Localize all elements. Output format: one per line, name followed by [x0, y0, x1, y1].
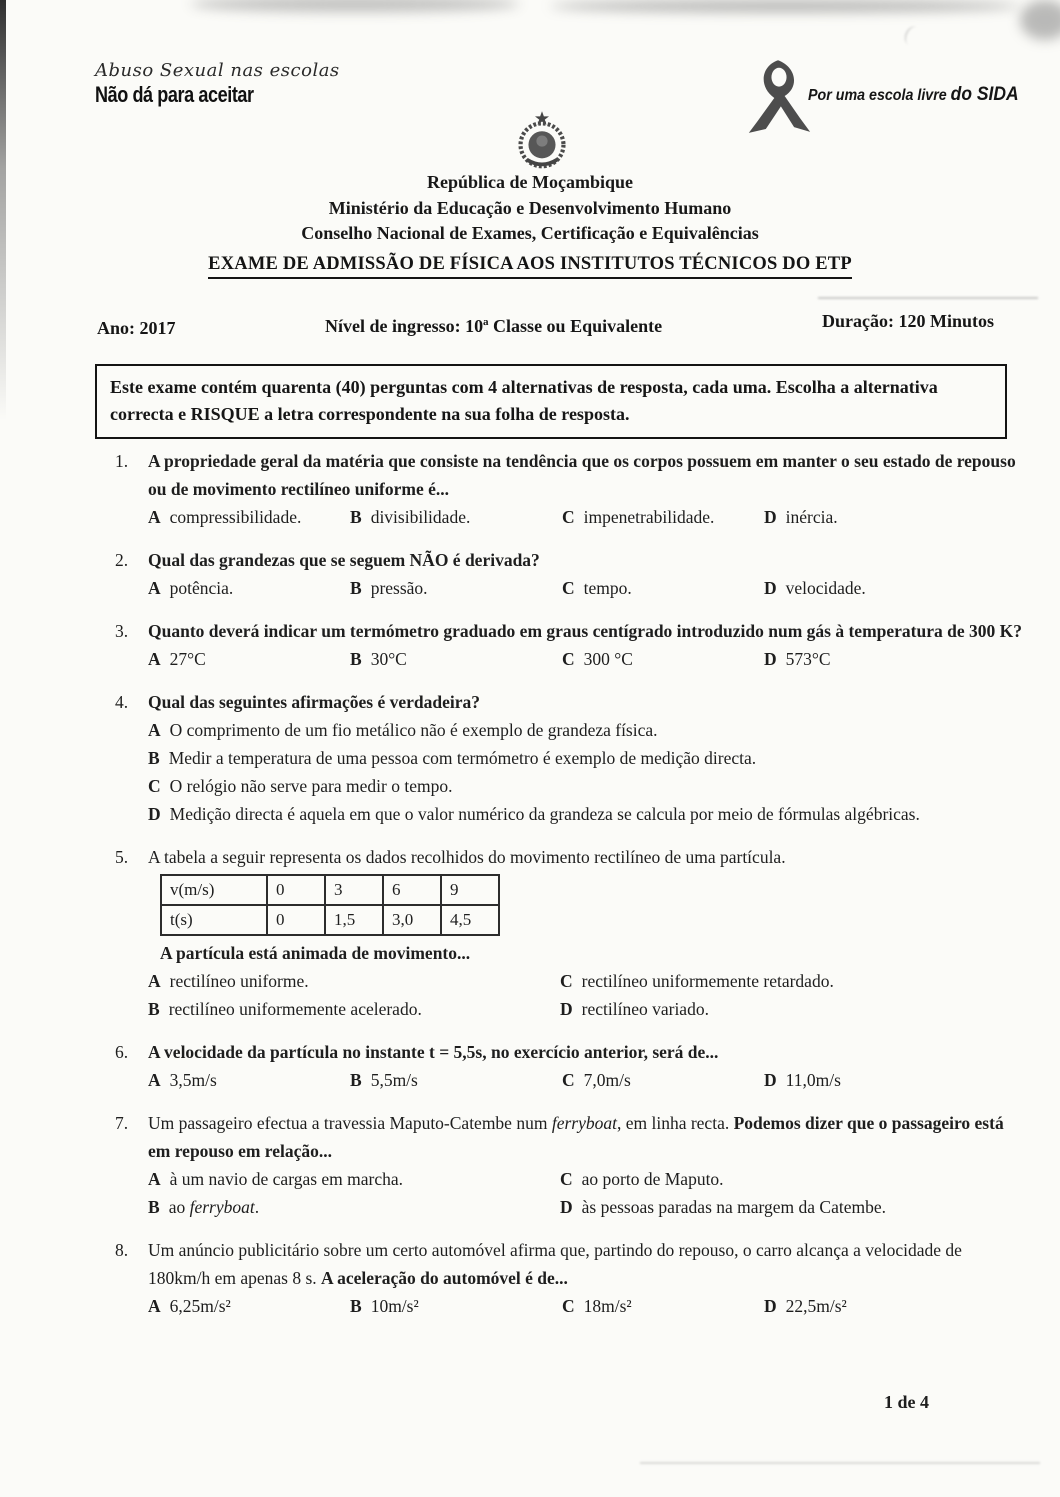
scan-smudge — [190, 0, 520, 12]
exam-level: Nível de ingresso: 10ª Classe ou Equivalente — [325, 316, 663, 336]
question-number: 3. — [115, 621, 129, 641]
option-1D: D inércia. — [764, 507, 838, 527]
option-8C: C 18m/s² — [562, 1296, 632, 1316]
question-5 — [95, 843, 1023, 1023]
option-1A: A compressibilidade. — [148, 507, 302, 527]
option-3A: A 27°C — [148, 649, 206, 669]
slogan-part2: do SIDA — [950, 84, 1019, 105]
campaign-bold-line: Não dá para aceitar — [95, 82, 254, 107]
option-5C: C rectilíneo uniformemente retardado. — [560, 971, 834, 991]
option-3C: C 300 °C — [562, 649, 633, 669]
option-6C: C 7,0m/s — [562, 1070, 631, 1090]
scan-pencil-mark — [902, 24, 925, 49]
scan-smudge — [550, 0, 1020, 12]
slogan-text — [808, 84, 1019, 106]
question-text: Qual das seguintes afirmações é verdadeira? — [148, 692, 480, 712]
question-number: 8. — [115, 1240, 129, 1260]
options-grid — [148, 1165, 1023, 1221]
scan-bleedthrough-line — [818, 297, 1038, 299]
option-8D: D 22,5m/s² — [764, 1296, 847, 1316]
question-text: Um anúncio publicitário sobre um certo automóvel afirma que, partindo do repouso, o carro alcança a velocidade de 180km/h em apenas 8 s. A aceleração do automóvel é de... — [148, 1240, 962, 1288]
campaign-header — [95, 60, 340, 108]
option-2B: B pressão. — [350, 578, 428, 598]
option-3B: B 30°C — [350, 649, 407, 669]
scan-smudge — [1020, 0, 1060, 40]
table-row: t(s) 0 1,5 3,0 4,5 — [161, 905, 499, 935]
option-1B: B divisibilidade. — [350, 507, 471, 527]
exam-year: Ano: 2017 — [97, 318, 176, 338]
question-1 — [95, 447, 1023, 531]
exam-duration: Duração: 120 Minutos — [822, 311, 994, 331]
option-7C: C ao porto de Maputo. — [560, 1169, 724, 1189]
question-4 — [95, 688, 1023, 828]
question-number: 2. — [115, 550, 129, 570]
question-text: Qual das grandezas que se seguem NÃO é derivada? — [148, 550, 540, 570]
option-7B: B ao ferryboat. — [148, 1197, 260, 1217]
options-row — [148, 1292, 1023, 1320]
options-grid — [148, 967, 1023, 1023]
slogan-part1: Por uma escola livre — [808, 87, 951, 104]
mozambique-coat-of-arms-icon — [514, 110, 570, 174]
option-4B: B Medir a temperatura de uma pessoa com termómetro é exemplo de medição directa. — [148, 748, 757, 768]
velocity-time-table — [160, 874, 500, 936]
option-2A: A potência. — [148, 578, 234, 598]
exam-title: EXAME DE ADMISSÃO DE FÍSICA AOS INSTITUTOS TÉCNICOS DO ETP — [0, 254, 1060, 279]
question-text: A propriedade geral da matéria que consiste na tendência que os corpos possuem em manter o seu estado de repouso ou de movimento rectilíneo uniforme é... — [148, 451, 1016, 499]
option-2C: C tempo. — [562, 578, 632, 598]
option-6B: B 5,5m/s — [350, 1070, 418, 1090]
page-number: 1 de 4 — [884, 1392, 929, 1412]
option-6A: A 3,5m/s — [148, 1070, 217, 1090]
question-6 — [95, 1038, 1023, 1094]
aids-ribbon-icon — [746, 56, 812, 138]
options-row — [148, 1066, 1023, 1094]
scan-bleedthrough-line — [640, 1462, 1040, 1464]
council-line: Conselho Nacional de Exames, Certificação e Equivalências — [301, 223, 759, 243]
options-list — [148, 716, 1023, 828]
options-row — [148, 503, 1023, 531]
option-5D: D rectilíneo variado. — [560, 999, 709, 1019]
question-8 — [95, 1236, 1023, 1320]
questions-list — [95, 447, 1023, 1335]
option-5A: A rectilíneo uniforme. — [148, 971, 309, 991]
option-1C: C impenetrabilidade. — [562, 507, 715, 527]
republic-line: República de Moçambique — [426, 172, 633, 192]
option-3D: D 573°C — [764, 649, 831, 669]
option-2D: D velocidade. — [764, 578, 866, 598]
option-7D: D às pessoas paradas na margem da Catembe. — [560, 1197, 887, 1217]
government-header — [0, 170, 1060, 247]
question-text: Quanto deverá indicar um termómetro graduado em graus centígrado introduzido num gás à temperatura de 300 K? — [148, 621, 1022, 641]
question-subhead: A partícula está animada de movimento... — [160, 943, 471, 963]
question-text: A velocidade da partícula no instante t = 5,5s, no exercício anterior, será de... — [148, 1042, 719, 1062]
question-2 — [95, 546, 1023, 602]
question-number: 6. — [115, 1042, 129, 1062]
question-3 — [95, 617, 1023, 673]
question-text: Um passageiro efectua a travessia Maputo-Catembe num ferryboat, em linha recta. Podemos dizer que o passageiro está em repouso em relação... — [148, 1113, 1004, 1161]
option-4D: D Medição directa é aquela em que o valor numérico da grandeza se calcula por meio de fórmulas algébricas. — [148, 804, 920, 824]
question-text: A tabela a seguir representa os dados recolhidos do movimento rectilíneo de uma partícula. — [148, 847, 786, 867]
question-number: 5. — [115, 847, 129, 867]
option-5B: B rectilíneo uniformemente acelerado. — [148, 999, 422, 1019]
options-row — [148, 574, 1023, 602]
options-row — [148, 645, 1023, 673]
option-8A: A 6,25m/s² — [148, 1296, 231, 1316]
option-4C: C O relógio não serve para medir o tempo. — [148, 776, 453, 796]
instructions-box: Este exame contém quarenta (40) perguntas com 4 alternativas de resposta, cada uma. Escolha a alternativa correcta e RISQUE a letra correspondente na sua folha de resposta. — [95, 364, 1007, 439]
campaign-script-line: Abuso Sexual nas escolas — [95, 60, 340, 81]
question-number: 1. — [115, 451, 129, 471]
question-7 — [95, 1109, 1023, 1221]
option-8B: B 10m/s² — [350, 1296, 419, 1316]
option-4A: A O comprimento de um fio metálico não é exemplo de grandeza física. — [148, 720, 658, 740]
option-6D: D 11,0m/s — [764, 1070, 841, 1090]
question-number: 4. — [115, 692, 129, 712]
question-number: 7. — [115, 1113, 129, 1133]
table-row: v(m/s) 0 3 6 9 — [161, 875, 499, 905]
option-7A: A à um navio de cargas em marcha. — [148, 1169, 404, 1189]
ministry-line: Ministério da Educação e Desenvolvimento Humano — [328, 197, 732, 218]
